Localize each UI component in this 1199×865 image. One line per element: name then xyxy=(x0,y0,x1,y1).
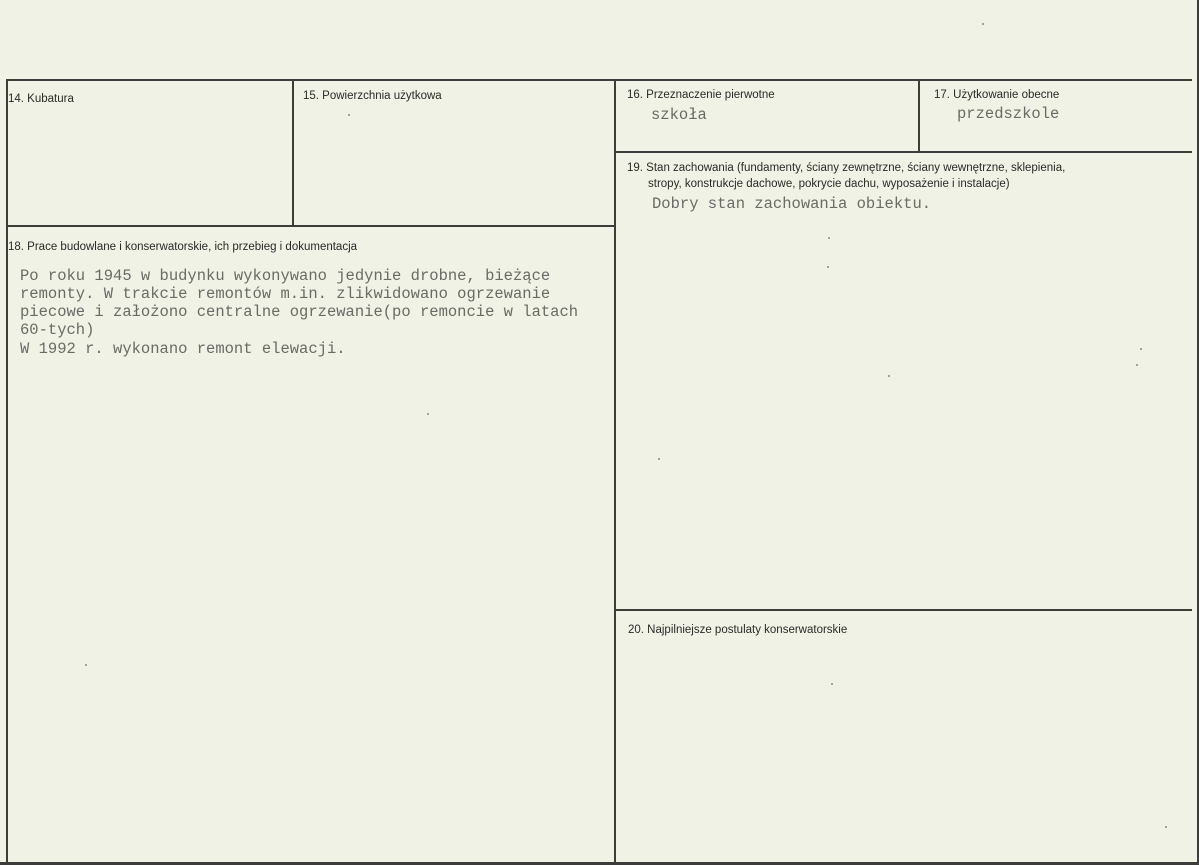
field-16-label: 16. Przeznaczenie pierwotne xyxy=(627,89,775,101)
rule-row1-left xyxy=(6,225,616,227)
paper-speck xyxy=(85,664,87,666)
field-20-label: 20. Najpilniejsze postulaty konserwatorskie xyxy=(628,624,848,636)
paper-speck xyxy=(1165,826,1167,828)
rule-col-middle xyxy=(614,80,616,862)
paper-speck xyxy=(1136,364,1138,366)
rule-col3 xyxy=(918,80,920,152)
rule-left-edge xyxy=(6,80,8,862)
field-14-label: 14. Kubatura xyxy=(8,93,74,105)
field-17-value: przedszkole xyxy=(957,105,1060,123)
field-19-label-line-2: stropy, konstrukcje dachowe, pokrycie dachu, wyposażenie i instalacje) xyxy=(648,178,1010,190)
paper-speck xyxy=(888,375,890,377)
rule-row1-right xyxy=(615,151,1192,153)
field-19-label-line-1: 19. Stan zachowania (fundamenty, ściany zewnętrzne, ściany wewnętrzne, sklepienia, xyxy=(627,162,1066,174)
rule-col1 xyxy=(292,80,294,226)
field-16-value: szkoła xyxy=(651,106,707,124)
paper-speck xyxy=(658,458,660,460)
paper-speck xyxy=(828,237,830,239)
field-18-line-5: W 1992 r. wykonano remont elewacji. xyxy=(20,340,346,358)
field-18-label: 18. Prace budowlane i konserwatorskie, ich przebieg i dokumentacja xyxy=(8,241,358,253)
field-17-label: 17. Użytkowanie obecne xyxy=(934,89,1060,101)
field-18-line-3: piecowe i założono centralne ogrzewanie(po remoncie w latach xyxy=(20,303,579,321)
field-18-line-4: 60-tych) xyxy=(20,321,95,339)
field-15-label: 15. Powierzchnia użytkowa xyxy=(303,90,442,102)
paper-speck xyxy=(827,266,829,268)
paper-speck xyxy=(831,683,833,685)
field-18-line-1: Po roku 1945 w budynku wykonywano jedynie drobne, bieżące xyxy=(20,267,551,285)
paper-speck xyxy=(982,23,984,25)
field-19-value: Dobry stan zachowania obiektu. xyxy=(652,195,932,213)
rule-row2-right xyxy=(616,609,1192,611)
rule-top xyxy=(6,79,1192,81)
paper-speck xyxy=(427,413,429,415)
paper-speck xyxy=(1140,348,1142,350)
paper-speck xyxy=(348,114,350,116)
field-18-line-2: remonty. W trakcie remontów m.in. zlikwidowano ogrzewanie xyxy=(20,285,551,303)
